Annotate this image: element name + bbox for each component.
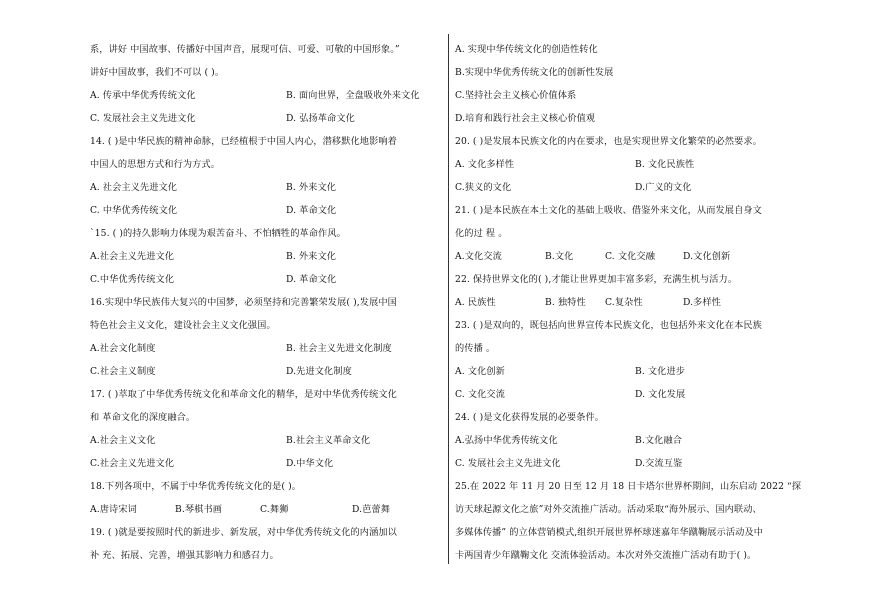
answer-option-b: B.文化融合 xyxy=(635,435,683,446)
answer-option-a: C.社会主义制度 xyxy=(90,366,156,377)
answer-option-b: B. 文化进步 xyxy=(635,366,686,377)
answer-option-a: C. 文化交流 xyxy=(455,389,505,400)
text-line: 17. ( )萃取了中华优秀传统文化和革命文化的精华，是对中华优秀传统文化 xyxy=(90,389,397,400)
text-line: 讲好中国故事，我们不可以 ( )。 xyxy=(90,67,225,78)
text-line: 18.下列各项中，不属于中华优秀传统文化的是( )。 xyxy=(90,481,302,492)
text-line: C.坚持社会主义核心价值体系 xyxy=(455,90,577,101)
answer-option-a: C.社会主义先进文化 xyxy=(90,458,175,469)
text-line: 卡两国青少年蹴鞠文化 交流体验活动。本次对外交流推广活动有助于( )。 xyxy=(455,550,757,561)
answer-option-d: D.文化创新 xyxy=(683,251,731,262)
answer-option-a: A. 社会主义先进文化 xyxy=(90,182,178,193)
answer-option-b: D.中华文化 xyxy=(286,458,334,469)
answer-option-a: A. 传承中华优秀传统文化 xyxy=(90,90,196,101)
option-row xyxy=(90,245,442,268)
answer-option-a: A.文化交流 xyxy=(455,251,502,262)
column-divider xyxy=(448,34,449,564)
text-line: 补 充、拓展、完善，增强其影响力和感召力。 xyxy=(90,550,279,561)
answer-option-a: C. 中华优秀传统文化 xyxy=(90,205,178,216)
option-row xyxy=(455,429,805,452)
answer-option-b: D. 革命文化 xyxy=(286,274,337,285)
answer-option-a: C.中华优秀传统文化 xyxy=(90,274,175,285)
option-row xyxy=(90,107,442,130)
answer-option-a: A. 文化创新 xyxy=(455,366,505,377)
answer-option-b: B. 面向世界，全盘吸收外来文化 xyxy=(286,90,420,101)
answer-option-b: D. 文化发展 xyxy=(635,389,686,400)
option-row xyxy=(90,498,442,521)
text-line: 系，讲好 中国故事、传播好中国声音，展现可信、可爱、可敬的中国形象。” xyxy=(90,44,400,55)
answer-option-b: D.广义的文化 xyxy=(635,182,692,193)
option-row xyxy=(90,452,442,475)
answer-option-b: D.交流互鉴 xyxy=(635,458,683,469)
option-row xyxy=(90,429,442,452)
text-line: 特色社会主义文化，建设社会主义文化强国。 xyxy=(90,320,276,331)
answer-option-a: A. 文化多样性 xyxy=(455,159,515,170)
text-line: D.培育和践行社会主义核心价值观 xyxy=(455,113,596,124)
answer-option-b: B.文化 xyxy=(545,251,574,262)
text-line: 多媒体传播” 的立体营销模式,组织开展世界杯球迷嘉年华蹴鞠展示活动及中 xyxy=(455,527,764,538)
option-row xyxy=(455,360,805,383)
answer-option-a: A.唐诗宋词 xyxy=(90,504,137,515)
text-line: 的传播 。 xyxy=(455,343,496,354)
text-line: 访天球起源文化之旅”对外交流推广活动。活动采取“海外展示、国内联动、 xyxy=(455,504,762,515)
answer-option-b: B. 独特性 xyxy=(545,297,586,308)
answer-option-c: C.舞狮 xyxy=(260,504,289,515)
text-line: 22. 保持世界文化的( ),才能让世界更加丰富多彩，充满生机与活力。 xyxy=(455,274,738,285)
answer-option-c: C. 文化交融 xyxy=(605,251,655,262)
text-line: B.实现中华优秀传统文化的创新性发展 xyxy=(455,67,614,78)
answer-option-b: D. 革命文化 xyxy=(286,205,337,216)
text-line: 20. ( )是发展本民族文化的内在要求，也是实现世界文化繁荣的必然要求。 xyxy=(455,136,762,147)
text-line: 21. ( )是本民族在本土文化的基础上吸收、借鉴外来文化，从而发展自身文 xyxy=(455,205,762,216)
answer-option-b: B. 外来文化 xyxy=(286,251,337,262)
answer-option-d: D.多样性 xyxy=(683,297,722,308)
answer-option-c: C.复杂性 xyxy=(605,297,643,308)
option-row xyxy=(455,245,805,268)
option-row xyxy=(90,176,442,199)
text-line: 化的过 程 。 xyxy=(455,228,508,239)
left-column xyxy=(90,38,442,567)
option-row xyxy=(90,360,442,383)
answer-option-a: C.狭义的文化 xyxy=(455,182,512,193)
answer-option-b: D. 弘扬革命文化 xyxy=(286,113,355,124)
option-row xyxy=(90,199,442,222)
answer-option-b: B.社会主义革命文化 xyxy=(286,435,371,446)
text-line: 16.实现中华民族伟大复兴的中国梦，必须坚持和完善繁荣发展( ),发展中国 xyxy=(90,297,397,308)
option-row xyxy=(455,291,805,314)
option-row xyxy=(90,337,442,360)
answer-option-b: D.先进文化制度 xyxy=(286,366,352,377)
answer-option-a: A.社会主义文化 xyxy=(90,435,156,446)
text-line: `15. ( )的持久影响力体现为艰苦奋斗、不怕牺牲的革命作风。 xyxy=(90,228,346,239)
text-line: A. 实现中华传统文化的创造性转化 xyxy=(455,44,598,55)
answer-option-a: A.弘扬中华优秀传统文化 xyxy=(455,435,558,446)
text-line: 和 革命文化的深度融合。 xyxy=(90,412,196,423)
option-row xyxy=(90,268,442,291)
option-row xyxy=(90,84,442,107)
text-line: 19. ( )就是要按照时代的新进步、新发展，对中华优秀传统文化的内涵加以 xyxy=(90,527,397,538)
answer-option-a: C. 发展社会主义先进文化 xyxy=(455,458,561,469)
text-line: 24. ( )是文化获得发展的必要条件。 xyxy=(455,412,605,423)
text-line: 14. ( )是中华民族的精神命脉，已经植根于中国人内心，潜移默化地影响着 xyxy=(90,136,397,147)
option-row xyxy=(455,383,805,406)
answer-option-b: B.琴棋书画 xyxy=(175,504,223,515)
answer-option-d: D.芭蕾舞 xyxy=(352,504,391,515)
right-column xyxy=(455,38,805,567)
answer-option-b: B. 文化民族性 xyxy=(635,159,695,170)
answer-option-a: C. 发展社会主义先进文化 xyxy=(90,113,196,124)
text-line: 23. ( )是双向的，既包括向世界宣传本民族文化，也包括外来文化在本民族 xyxy=(455,320,762,331)
option-row xyxy=(455,176,805,199)
answer-option-b: B. 外来文化 xyxy=(286,182,337,193)
text-line: 中国人的思想方式和行为方式。 xyxy=(90,159,221,170)
option-row xyxy=(455,452,805,475)
answer-option-b: B. 社会主义先进文化制度 xyxy=(286,343,392,354)
text-line: 25.在 2022 年 11 月 20 日至 12 月 18 日卡塔尔世界杯期间，山东启动 2022 “探 xyxy=(455,481,802,492)
answer-option-a: A.社会主义先进文化 xyxy=(90,251,175,262)
answer-option-a: A. 民族性 xyxy=(455,297,496,308)
answer-option-a: A.社会文化制度 xyxy=(90,343,156,354)
option-row xyxy=(455,153,805,176)
